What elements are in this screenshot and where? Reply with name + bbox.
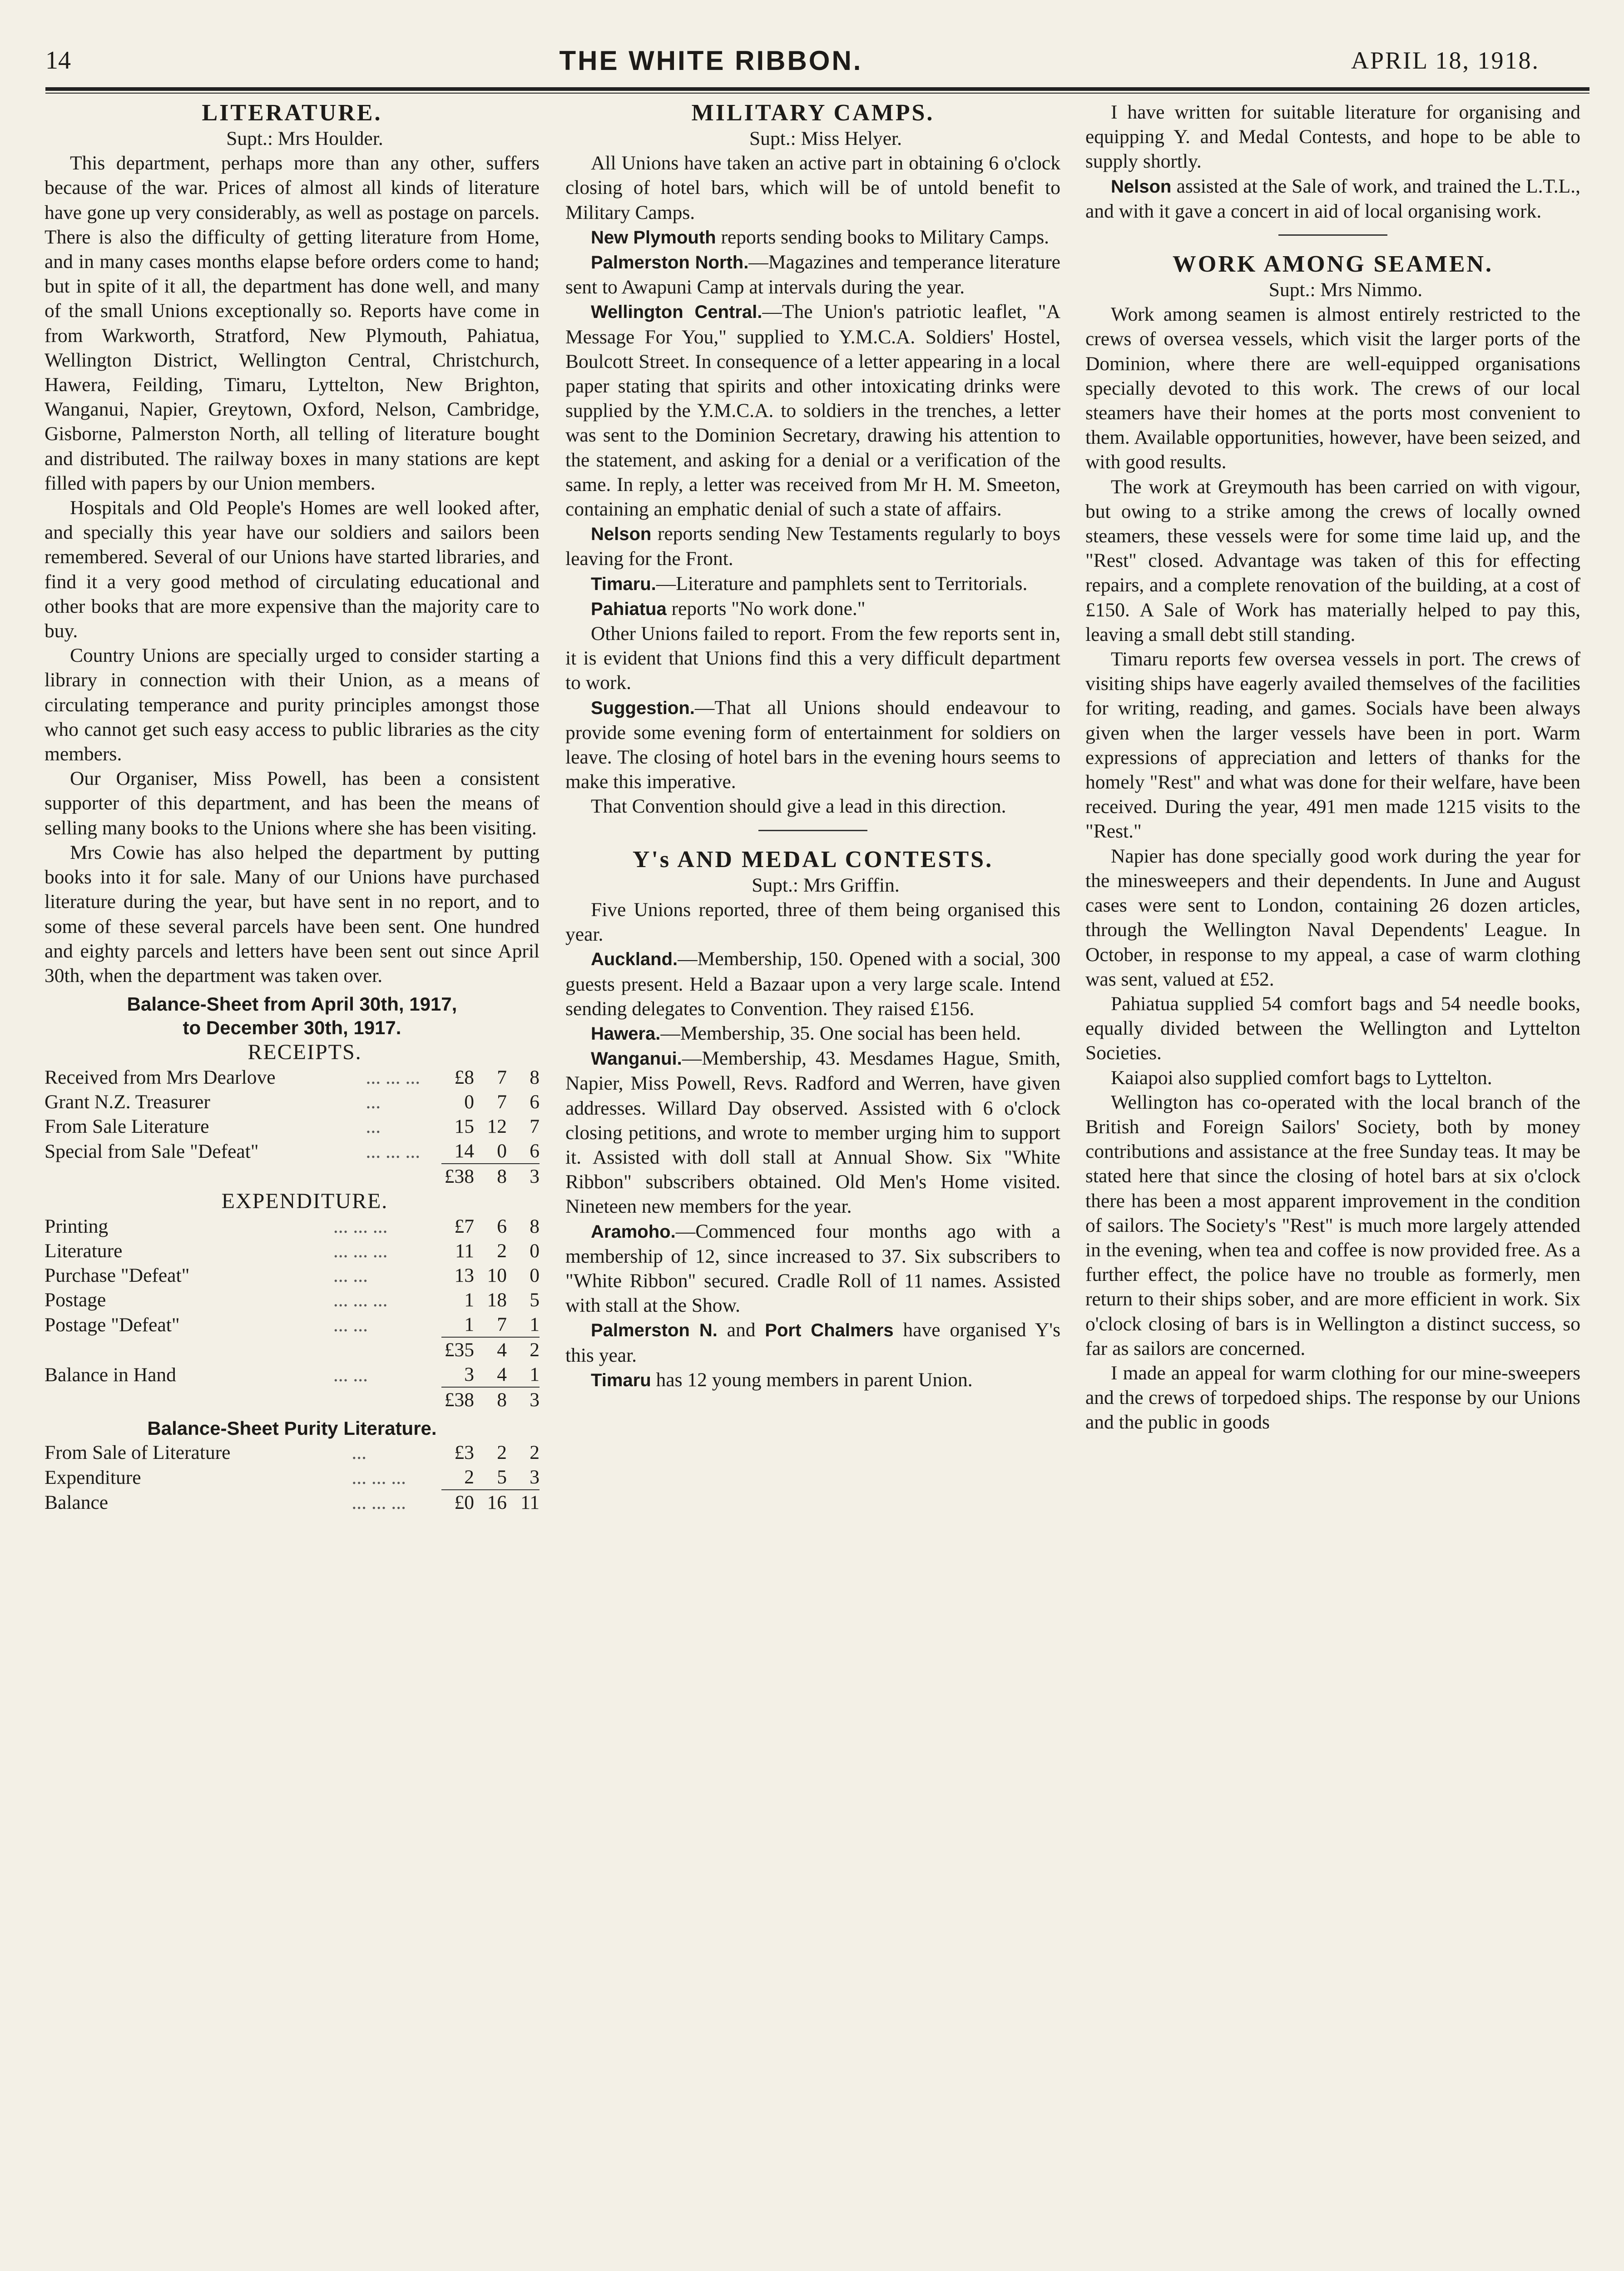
literature-paragraph: Our Organiser, Miss Powell, has been a consistent supporter of this department, and has been the means of selling many books to the Unions where she has been visiting. [45,768,540,839]
seamen-paragraph: Pahiatua supplied 54 comfort bags and 54 needle books, equally divided between the Wellington and Lyttelton Societies. [1085,992,1580,1064]
page-number: 14 [45,46,71,74]
ys-continued-paragraph: I have written for suitable literature for organising and equipping Y. and Medal Contests, and hope to be able to supply shortly. [1085,101,1580,173]
seamen-paragraph: Timaru reports few oversea vessels in port. The crews of visiting ships have eagerly availed themselves of the facilities for writing, reading, and games. Socials have been always given when the larger vessels have been in port. Warm expressions of appreciation and letters of thanks for the homely "Rest" and what was done for their welfare, have been received. During the year, 491 men made 1215 visits to the "Rest." [1085,648,1580,843]
ys-paragraph: Five Unions reported, three of them being organised this year. [565,898,1060,946]
purity-row: Expenditure ... ... ... 2 5 3 [45,1466,540,1489]
literature-paragraph: Hospitals and Old People's Homes are well looked after, and specially this year have our soldiers and sailors been remembered. Several of our Unions have started libraries, and find it a very good method of circulating educational and other books that are more expensive than the majority care to buy. [45,497,540,642]
masthead-rule-thin [45,93,1589,94]
masthead [45,40,1540,81]
military-report: Wellington Central.—The Union's patriotic leaflet, "A Message For You," supplied to Y.M.C.A. Soldiers' Hostel, Boulcott Street. In consequence of a letter appearing in a local paper stating that spirits and other intoxicating drinks were supplied by the Y.M.C.A. to soldiers in the trenches, a letter was sent to the Dominion Secretary, drawing his attention to the statement, and asking for a denial or a verification of the same. In reply, a letter was received from Mr H. M. Smeeton, containing an emphatic denial of such a state of affairs. [565,301,1060,521]
ys-report: Auckland.—Membership, 150. Opened with a social, 300 guests present. Held a Bazaar upon a very large scale. Intend sending delegates to Convention. They raised £156. [565,948,1060,1020]
literature-paragraph: Country Unions are specially urged to consider starting a library in connection with their Union, as a means of circulating temperance and purity principles amongst those who cannot get such easy access to public libraries as the city members. [45,645,540,765]
military-report: Timaru.—Literature and pamphlets sent to Territorials. [591,572,1028,595]
seamen-heading: WORK AMONG SEAMEN. [1172,251,1494,278]
military-heading: MILITARY CAMPS. [691,100,935,126]
balance-in-hand-row: Balance in Hand ... ... 3 4 1 [45,1364,540,1386]
receipts-total-row: £38 8 3 [45,1164,540,1189]
seamen-paragraph: Napier has done specially good work during the year for the minesweepers and their dependents. In June and August cases were sent to London, containing 26 dozen articles, through the Wellington Naval Dependents' League. In October, in response to my appeal, a case of warm clothing was sent, valued at £52. [1085,845,1580,990]
military-paragraph: All Unions have taken an active part in obtaining 6 o'clock closing of hotel bars, which will be of untold benefit to Military Camps. [565,152,1060,223]
ys-report: Palmerston N. and Port Chalmers have organised Y's this year. [565,1319,1061,1366]
military-report: Pahiatua reports "No work done." [591,597,866,620]
military-supt: Supt.: Miss Helyer. [749,128,902,149]
seamen-paragraph: Wellington has co-operated with the local branch of the British and Foreign Sailors' Society, both by money contributions and assistance at the free Sunday teas. It may be stated here that since the closing of hotel bars at six o'clock there has been a most apparent improvement in the condition of sailors. The Society's "Rest" is much more largely attended in the evening, when tea and coffee is now provided free. As a further effect, the police have no trouble as formerly, men return to their ships sober, and are more efficient in work. Six o'clock closing of bars is in Wellington a distinct success, so far as sailors are concerned. [1085,1091,1580,1359]
military-report: Palmerston North.—Magazines and temperance literature sent to Awapuni Camp at intervals during the year. [565,251,1060,298]
expenditure-row: Printing ... ... ... £7 6 8 [45,1215,540,1238]
section-divider [758,830,867,831]
expenditure-total-row: £35 4 2 [45,1337,540,1362]
receipts-heading: RECEIPTS. [248,1040,362,1065]
ys-report: Wanganui.—Membership, 43. Mesdames Hague, Smith, Napier, Miss Powell, Revs. Radford and Werren, have given addresses. Willard Day observed. Assisted with 6 o'clock closing petitions, and wrote to member urging him to support it. Assisted with doll stall at Annual Show. Six "White Ribbon" subscribers obtained. Old Men's Home visited. Nineteen new members for the year. [565,1047,1060,1218]
expenditure-row: Purchase "Defeat" ... ... 13 10 0 [45,1264,540,1287]
literature-supt: Supt.: Mrs Houlder. [226,128,383,149]
column-2 [565,100,1060,1393]
seamen-paragraph: Kaiapoi also supplied comfort bags to Lyttelton. [1111,1066,1492,1089]
military-paragraph: That Convention should give a lead in this direction. [591,795,1006,818]
ys-report: Nelson assisted at the Sale of work, and trained the L.T.L., and with it gave a concert in aid of local organising work. [1085,175,1580,222]
literature-heading: LITERATURE. [202,100,382,126]
paper-title: THE WHITE RIBBON. [559,45,863,76]
seamen-paragraph: Work among seamen is almost entirely restricted to the crews of oversea vessels, which visit the larger ports of the Dominion, where there are well-equipped organisations specially devoted to this work. The crews of our local steamers have their homes at the ports most convenient to them. Available opportunities, however, have been seized, and with good results. [1085,303,1580,473]
section-divider [1278,234,1387,236]
purity-balance-row: Balance ... ... ... £0 16 11 [45,1490,540,1515]
purity-table [45,1440,540,1515]
seamen-paragraph: The work at Greymouth has been carried on with vigour, but owing to a strike among the crews of locally owned steamers, these vessels were for some time laid up, and the "Rest" closed. Advantage was taken of this for effecting repairs, and a complete renovation of the building, at a cost of £150. A Sale of Work has materially helped to pay this, leaving a small debt still standing. [1085,476,1580,645]
literature-paragraph: Mrs Cowie has also helped the department by putting books into it for sale. Many of our Unions have purchased literature during the year, but have sent in no report, and to some of these several parcels have been sent. One hundred and eighty parcels and letters have been sent out since April 30th, when the department was taken over. [45,841,540,987]
receipt-row: Grant N.Z. Treasurer ... 0 7 6 [45,1091,540,1113]
receipt-row: Received from Mrs Dearlove ... ... ... £8 7 8 [45,1066,540,1089]
ys-report: Hawera.—Membership, 35. One social has been held. [591,1022,1021,1044]
expenditure-row: Literature ... ... ... 11 2 0 [45,1240,540,1262]
expenditure-heading: EXPENDITURE. [221,1189,388,1214]
ys-heading: Y's AND MEDAL CONTESTS. [632,846,994,873]
column-1 [45,100,540,1515]
seamen-supt: Supt.: Mrs Nimmo. [1268,279,1423,301]
issue-date: APRIL 18, 1918. [1351,47,1540,74]
ys-supt: Supt.: Mrs Griffin. [752,874,900,896]
military-paragraph: Other Unions failed to report. From the few reports sent in, it is evident that Unions find this a very difficult department to work. [565,623,1060,694]
receipts-table [45,1065,540,1189]
expenditure-table [45,1214,540,1412]
military-report: New Plymouth reports sending books to Military Camps. [591,226,1049,248]
purity-row: From Sale of Literature ... £3 2 2 [45,1442,540,1464]
military-report: Nelson reports sending New Testaments regularly to boys leaving for the Front. [565,523,1060,570]
masthead-rule [45,87,1589,91]
expenditure-row: Postage "Defeat" ... ... 1 7 1 [45,1314,540,1336]
purity-sheet-title: Balance-Sheet Purity Literature. [147,1418,437,1439]
expenditure-row: Postage ... ... ... 1 18 5 [45,1289,540,1311]
receipt-row: From Sale Literature ... 15 12 7 [45,1116,540,1138]
ys-report: Aramoho.—Commenced four months ago with a membership of 12, since increased to 37. Six subscribers to "White Ribbon" secured. Cradle Roll of 11 names. Assisted with stall at the Show. [565,1220,1060,1317]
receipt-row: Special from Sale "Defeat" ... ... ... 14 0 6 [45,1140,540,1163]
grand-total-row: £38 8 3 [45,1387,540,1412]
ys-report: Timaru has 12 young members in parent Union. [591,1369,973,1391]
military-suggestion: Suggestion.—That all Unions should endeavour to provide some evening form of entertainment for soldiers on leave. The closing of hotel bars in the evening hours seems to make this imperative. [565,696,1060,793]
seamen-paragraph: I made an appeal for warm clothing for our mine-sweepers and the crews of torpedoed ships. The response by our Unions and the public in goods [1085,1362,1580,1433]
literature-paragraph: This department, perhaps more than any other, suffers because of the war. Prices of almost all kinds of literature have gone up very considerably, as well as postage on parcels. There is also the difficulty of getting literature from Home, and in many cases months elapse before orders come to hand; but in spite of it all, the department has done well, and many of the small Unions exceptionally so. Reports have come in from Warkworth, Stratford, New Plymouth, Pahiatua, Wellington District, Wellington Central, Christchurch, Hawera, Feilding, Timaru, Lyttelton, New Brighton, Wanganui, Napier, Greytown, Oxford, Nelson, Cambridge, Gisborne, Palmerston North, all telling of literature bought and distributed. The railway boxes in many stations are kept filled with papers by our Union members. [45,152,540,494]
balance-sheet-title: Balance-Sheet from April 30th, 1917, to December 30th, 1917. [127,993,457,1039]
column-3 [1085,100,1580,1435]
